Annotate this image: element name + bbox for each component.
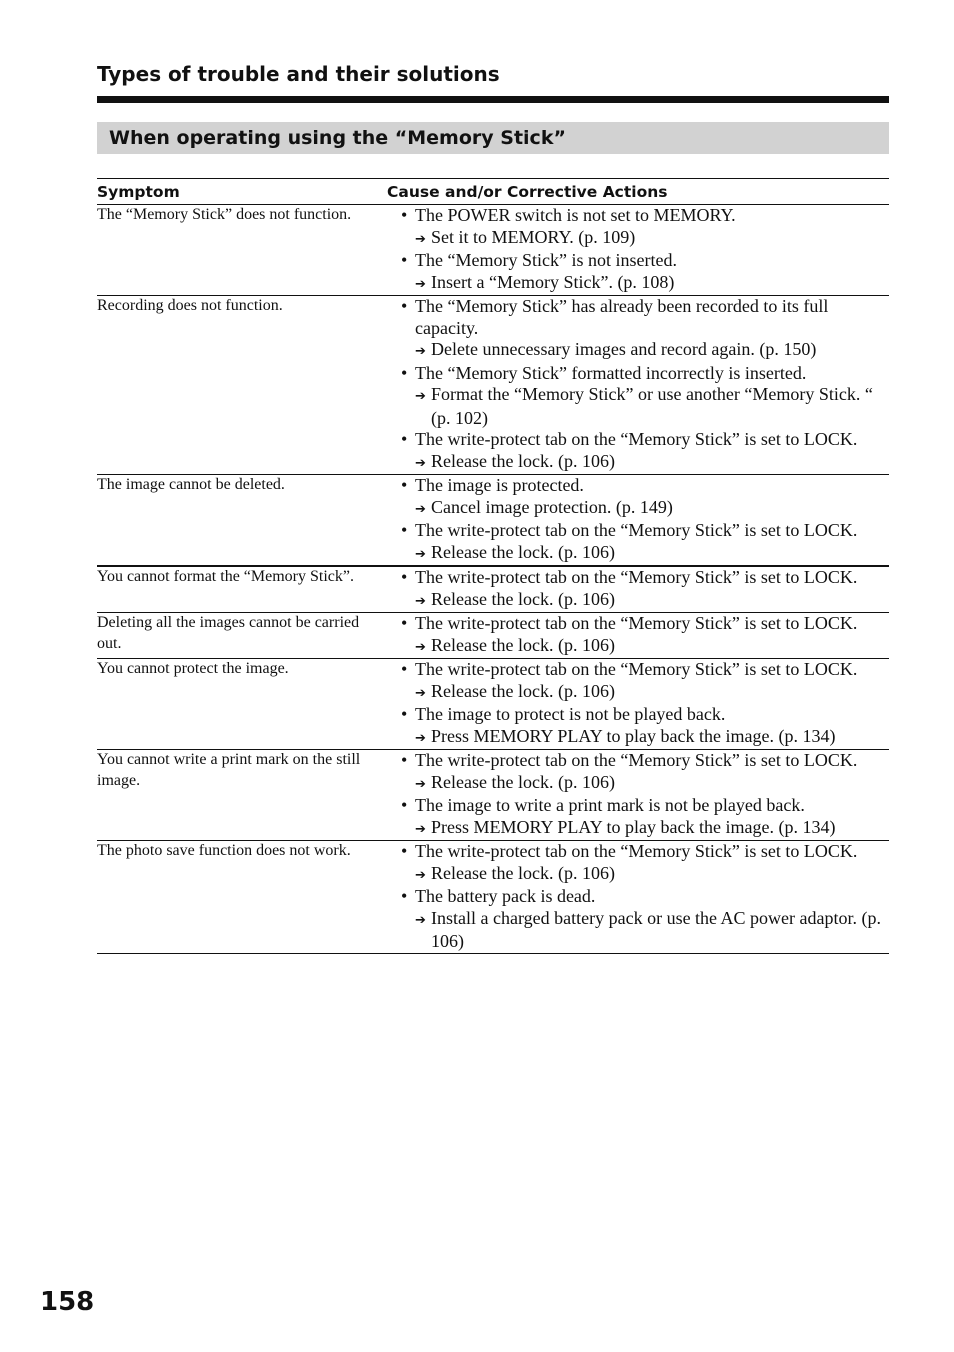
fix-text: Release the lock. (p. 106) (431, 450, 615, 471)
cause-item (387, 520, 889, 542)
bullet-icon: • (401, 520, 408, 540)
fix-text: Release the lock. (p. 106) (431, 862, 615, 883)
bullet-icon: • (401, 659, 408, 679)
section-band (97, 122, 889, 154)
table-row (97, 613, 889, 659)
symptom-cell: The “Memory Stick” does not function. (97, 205, 387, 296)
fix-item (387, 817, 889, 841)
table-row (97, 841, 889, 954)
fix-item (387, 589, 889, 613)
cause-text: The “Memory Stick” is not inserted. (415, 250, 677, 270)
fix-text: Release the lock. (p. 106) (431, 771, 615, 792)
cause-text: The POWER switch is not set to MEMORY. (415, 205, 736, 225)
fix-item (387, 384, 889, 429)
actions-cell (387, 659, 889, 750)
fix-item (387, 726, 889, 750)
arrow-right-icon: ➔ (415, 546, 426, 562)
cause-text: The “Memory Stick” has already been recorded to its full capacity. (415, 296, 829, 338)
bullet-icon: • (401, 795, 408, 815)
fix-text: Install a charged battery pack or use the AC power adaptor. (p. 106) (431, 907, 882, 951)
arrow-right-icon: ➔ (415, 730, 426, 746)
arrow-right-icon: ➔ (415, 276, 426, 292)
cause-text: The “Memory Stick” formatted incorrectly is inserted. (415, 362, 807, 383)
fix-item (387, 863, 889, 887)
arrow-right-icon: ➔ (415, 912, 426, 928)
table-row (97, 566, 889, 613)
actions-cell (387, 205, 889, 296)
arrow-right-icon: ➔ (415, 867, 426, 883)
symptom-cell: You cannot protect the image. (97, 659, 387, 750)
page-header: Types of trouble and their solutions (97, 62, 500, 86)
fix-text: Set it to MEMORY. (p. 109) (431, 226, 636, 247)
bullet-icon: • (401, 475, 408, 495)
bullet-icon: • (401, 567, 408, 587)
arrow-right-icon: ➔ (415, 344, 426, 359)
arrow-right-icon: ➔ (415, 593, 426, 609)
actions-cell (387, 296, 889, 475)
cause-item (387, 429, 889, 451)
fix-item (387, 542, 889, 566)
symptom-cell: The photo save function does not work. (97, 841, 387, 954)
fix-text: Release the lock. (p. 106) (431, 588, 615, 609)
fix-item (387, 272, 889, 296)
actions-cell (387, 613, 889, 659)
arrow-right-icon: ➔ (415, 455, 426, 471)
table-row (97, 205, 889, 296)
fix-item (387, 681, 889, 705)
table-row (97, 475, 889, 567)
cause-item (387, 886, 889, 908)
actions-cell (387, 750, 889, 841)
bullet-icon: • (401, 362, 408, 383)
table-row (97, 750, 889, 841)
cause-text: The battery pack is dead. (415, 886, 596, 906)
arrow-right-icon: ➔ (415, 821, 426, 837)
symptom-cell: You cannot format the “Memory Stick”. (97, 566, 387, 613)
table-row (97, 659, 889, 750)
bullet-icon: • (401, 613, 408, 633)
cause-text: The write-protect tab on the “Memory Stick” is set to LOCK. (415, 750, 858, 770)
table-row (97, 296, 889, 475)
arrow-right-icon: ➔ (415, 231, 426, 247)
bullet-icon: • (401, 205, 408, 225)
fix-text: Cancel image protection. (p. 149) (431, 496, 673, 517)
cause-item (387, 659, 889, 681)
cause-item (387, 841, 889, 863)
cause-text: The write-protect tab on the “Memory Stick” is set to LOCK. (415, 520, 858, 540)
bullet-icon: • (401, 841, 408, 861)
cause-item (387, 363, 889, 385)
bullet-icon: • (401, 250, 408, 270)
arrow-right-icon: ➔ (415, 639, 426, 655)
cause-text: The image is protected. (415, 475, 584, 495)
fix-item (387, 772, 889, 796)
symptom-cell: You cannot write a print mark on the still image. (97, 750, 387, 841)
symptom-cell: Deleting all the images cannot be carried out. (97, 613, 387, 659)
fix-text: Delete unnecessary images and record again. (p. 150) (431, 339, 817, 359)
cause-item (387, 296, 889, 339)
arrow-right-icon: ➔ (415, 389, 426, 404)
header-rule (97, 96, 889, 103)
cause-text: The write-protect tab on the “Memory Stick” is set to LOCK. (415, 429, 858, 449)
fix-text: Format the “Memory Stick” or use another “Memory Stick. “ (p. 102) (431, 384, 873, 428)
fix-text: Press MEMORY PLAY to play back the image. (p. 134) (431, 816, 836, 837)
cause-text: The write-protect tab on the “Memory Stick” is set to LOCK. (415, 841, 858, 861)
cause-item (387, 250, 889, 272)
bullet-icon: • (401, 296, 408, 316)
fix-item (387, 227, 889, 251)
cause-column-header: Cause and/or Corrective Actions (387, 179, 889, 205)
fix-text: Release the lock. (p. 106) (431, 541, 615, 562)
symptom-column-header: Symptom (97, 179, 387, 205)
section-title: When operating using the “Memory Stick” (109, 127, 566, 149)
fix-item (387, 908, 889, 953)
fix-text: Release the lock. (p. 106) (431, 634, 615, 655)
symptom-cell: The image cannot be deleted. (97, 475, 387, 567)
fix-item (387, 339, 889, 363)
fix-text: Insert a “Memory Stick”. (p. 108) (431, 271, 675, 292)
cause-item (387, 704, 889, 726)
fix-item (387, 451, 889, 475)
fix-item (387, 635, 889, 659)
cause-item (387, 567, 889, 589)
cause-text: The write-protect tab on the “Memory Stick” is set to LOCK. (415, 567, 858, 587)
cause-item (387, 750, 889, 772)
cause-item (387, 475, 889, 497)
bullet-icon: • (401, 750, 408, 770)
bullet-icon: • (401, 704, 408, 724)
fix-text: Press MEMORY PLAY to play back the image. (p. 134) (431, 725, 836, 746)
actions-cell (387, 475, 889, 567)
page-number: 158 (40, 1287, 95, 1317)
cause-text: The write-protect tab on the “Memory Stick” is set to LOCK. (415, 659, 858, 679)
cause-text: The write-protect tab on the “Memory Stick” is set to LOCK. (415, 613, 858, 633)
actions-cell (387, 566, 889, 613)
cause-text: The image to protect is not be played back. (415, 704, 726, 724)
actions-cell (387, 841, 889, 954)
trouble-table (97, 178, 889, 954)
symptom-cell: Recording does not function. (97, 296, 387, 475)
table-header-row (97, 179, 889, 205)
bullet-icon: • (401, 886, 408, 906)
arrow-right-icon: ➔ (415, 685, 426, 701)
cause-item (387, 205, 889, 227)
cause-item (387, 795, 889, 817)
arrow-right-icon: ➔ (415, 776, 426, 792)
cause-item (387, 613, 889, 635)
arrow-right-icon: ➔ (415, 501, 426, 517)
fix-text: Release the lock. (p. 106) (431, 680, 615, 701)
bullet-icon: • (401, 429, 408, 449)
cause-text: The image to write a print mark is not be played back. (415, 795, 805, 815)
fix-item (387, 497, 889, 521)
